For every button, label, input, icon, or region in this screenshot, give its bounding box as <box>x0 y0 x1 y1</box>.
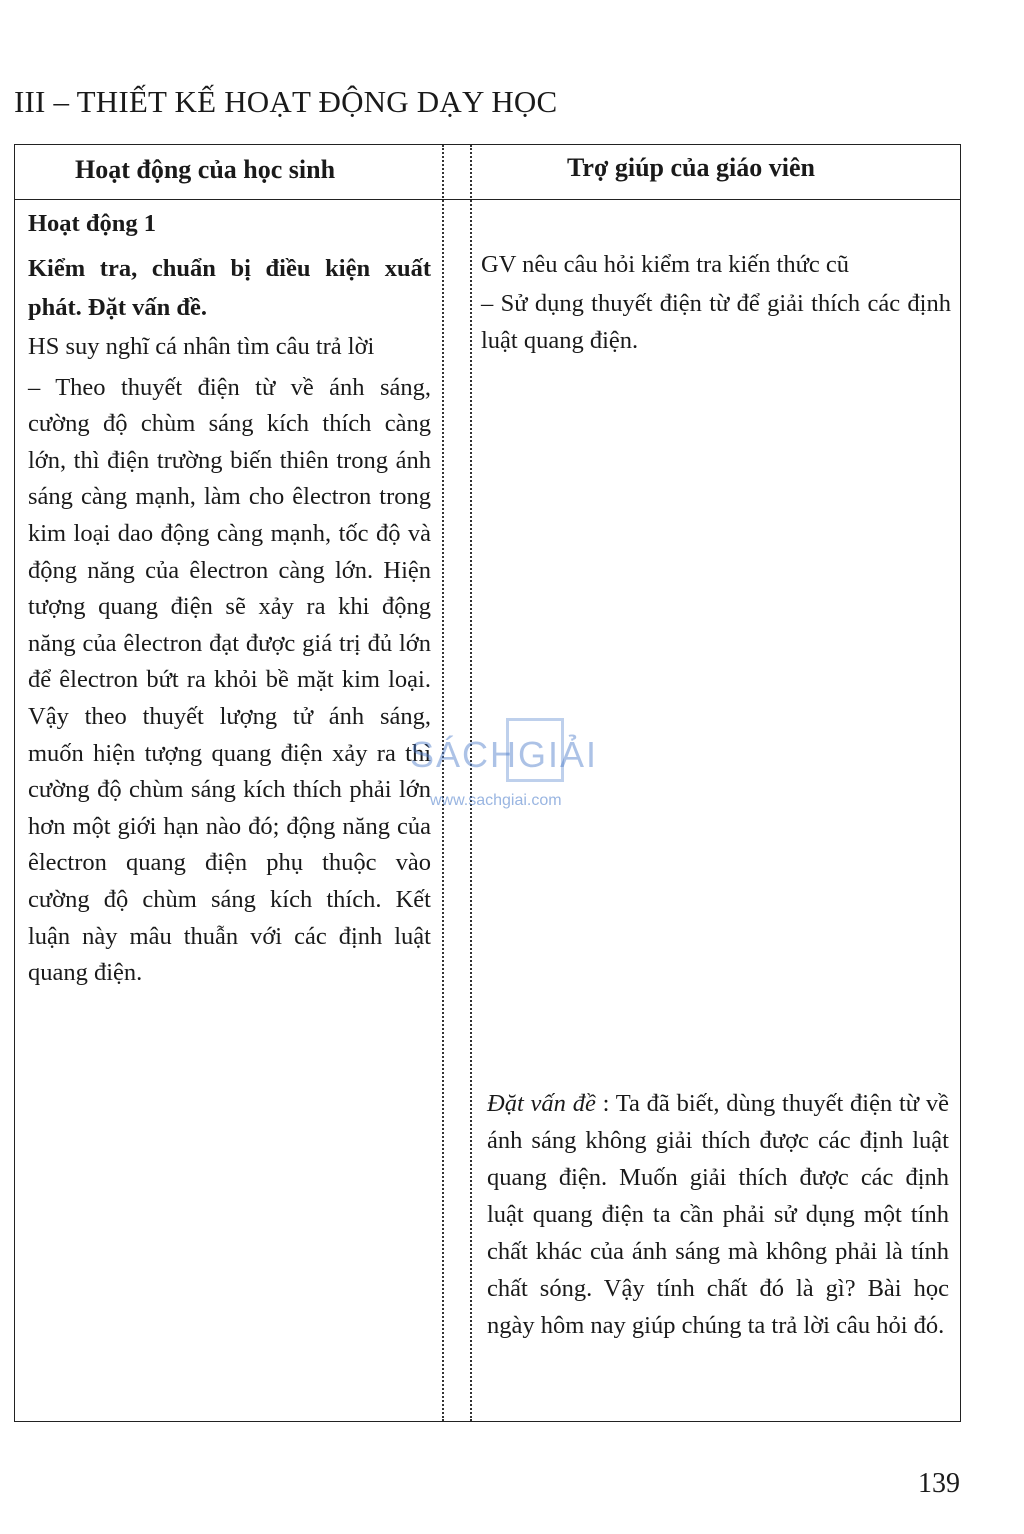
student-paragraph: – Theo thuyết điện từ về ánh sáng, cường độ chùm sáng kích thích càng lớn, thì điện trường biến thiên trong ánh sáng càng mạnh, làm cho êlectron trong kim loại dao động càng mạnh, tốc độ và động năng của êlectron càng lớn. Hiện tượng quang điện sẽ xảy ra khi động năng của êlectron đạt được giá trị đủ lớn để êlectron bứt ra khỏi bề mặt kim loại. Vậy theo thuyết lượng tử ánh sáng, muốn hiện tượng quang điện xảy ra thì cường độ chùm sáng kích thích phải lớn hơn một giới hạn nào đó; động năng của êlectron quang điện phụ thuộc vào cường độ chùm sáng kích thích. Kết luận này mâu thuẫn với các định luật quang điện. <box>28 373 431 987</box>
student-paragraph: HS suy nghĩ cá nhân tìm câu trả lời <box>28 333 375 360</box>
student-column <box>28 209 431 992</box>
page-number: 139 <box>918 1468 960 1499</box>
teacher-paragraph: – Sử dụng thuyết điện từ để giải thích các định luật quang điện. <box>481 290 951 354</box>
teacher-column-problem <box>487 1085 949 1344</box>
problem-text: : Ta đã biết, dùng thuyết điện từ về ánh sáng không giải thích được các định luật quang điện. Muốn giải thích được các định luật quang điện ta cần phải sử dụng một tính chất khác của ánh sáng mà không phải là tính chất sóng. Vậy tính chất đó là gì? Bài học ngày hôm nay giúp chúng ta trả lời câu hỏi đó. <box>487 1090 949 1339</box>
problem-label: Đặt vấn đề <box>487 1090 596 1117</box>
teacher-column-top <box>481 246 951 359</box>
table-header-row <box>15 145 960 200</box>
header-student-activity: Hoạt động của học sinh <box>75 155 336 184</box>
watermark-url: www.sachgiai.com <box>430 792 562 809</box>
activity-subtitle: Kiểm tra, chuẩn bị điều kiện xuất phát. Đặt vấn đề. <box>28 255 431 321</box>
section-title: III – THIẾT KẾ HOẠT ĐỘNG DẠY HỌC <box>14 84 558 119</box>
activity-title: Hoạt động 1 <box>28 210 156 237</box>
problem-statement <box>487 1085 949 1344</box>
watermark <box>410 718 620 818</box>
watermark-brand: SÁCHGIẢI <box>410 734 599 775</box>
teacher-paragraph: GV nêu câu hỏi kiểm tra kiến thức cũ <box>481 251 849 278</box>
header-teacher-support: Trợ giúp của giáo viên <box>567 153 815 182</box>
